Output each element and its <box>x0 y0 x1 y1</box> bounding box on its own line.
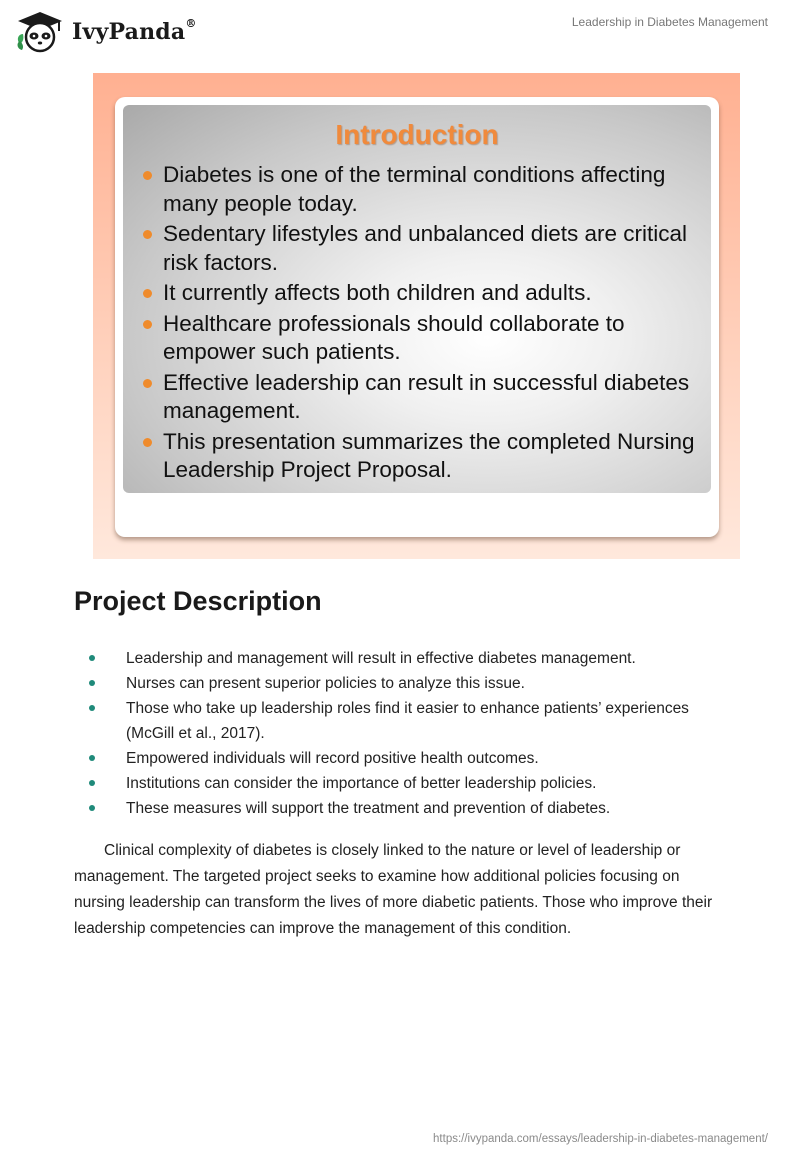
panda-icon <box>14 10 66 54</box>
body-paragraph: Clinical complexity of diabetes is closely linked to the nature or level of leadership or management. The targeted project seeks to examine how additional policies focusing on nursing leadership can transform the lives of more diabetic patients. Those who improve their leadership competencies can improve the management of this condition. <box>74 842 713 937</box>
bullet-icon <box>143 379 152 388</box>
bullet-icon <box>143 438 152 447</box>
project-bullet-list <box>74 646 734 821</box>
bullet-icon <box>143 289 152 298</box>
slide-bullet-list <box>141 161 711 487</box>
slide-title: Introduction <box>335 119 499 150</box>
list-item: These measures will support the treatment and prevention of diabetes. <box>74 796 734 821</box>
ivypanda-logo[interactable] <box>14 10 197 54</box>
brand-name: IvyPanda® <box>72 17 197 45</box>
section-heading: Project Description <box>74 586 322 616</box>
bullet-icon <box>143 230 152 239</box>
list-item: Institutions can consider the importance of better leadership policies. <box>74 771 734 796</box>
bullet-icon <box>89 705 95 711</box>
slide-bullet: Healthcare professionals should collaborate to empower such patients. <box>141 310 711 367</box>
slide-bullet: Effective leadership can result in successful diabetes management. <box>141 369 711 426</box>
bullet-icon <box>89 755 95 761</box>
document-title: Leadership in Diabetes Management <box>571 15 768 29</box>
slide-bullet: Sedentary lifestyles and unbalanced diets are critical risk factors. <box>141 220 711 277</box>
registered-mark: ® <box>185 17 197 30</box>
bullet-icon <box>143 320 152 329</box>
slide-card <box>115 97 719 537</box>
bullet-icon <box>143 171 152 180</box>
bullet-icon <box>89 805 95 811</box>
list-item: Those who take up leadership roles find it easier to enhance patients’ experiences (McGill et al., 2017). <box>74 696 734 746</box>
source-url-link[interactable]: https://ivypanda.com/essays/leadership-in-diabetes-management/ <box>433 1133 768 1145</box>
slide-bullet: This presentation summarizes the completed Nursing Leadership Project Proposal. <box>141 428 711 485</box>
bullet-icon <box>89 680 95 686</box>
slide-image <box>93 73 740 559</box>
slide-bullet: It currently affects both children and adults. <box>141 279 711 308</box>
list-item: Leadership and management will result in effective diabetes management. <box>74 646 734 671</box>
list-item: Nurses can present superior policies to analyze this issue. <box>74 671 734 696</box>
page-header <box>0 0 800 64</box>
bullet-icon <box>89 655 95 661</box>
slide-content-panel <box>123 105 711 493</box>
bullet-icon <box>89 780 95 786</box>
slide-bullet: Diabetes is one of the terminal conditions affecting many people today. <box>141 161 711 218</box>
list-item: Empowered individuals will record positive health outcomes. <box>74 746 734 771</box>
